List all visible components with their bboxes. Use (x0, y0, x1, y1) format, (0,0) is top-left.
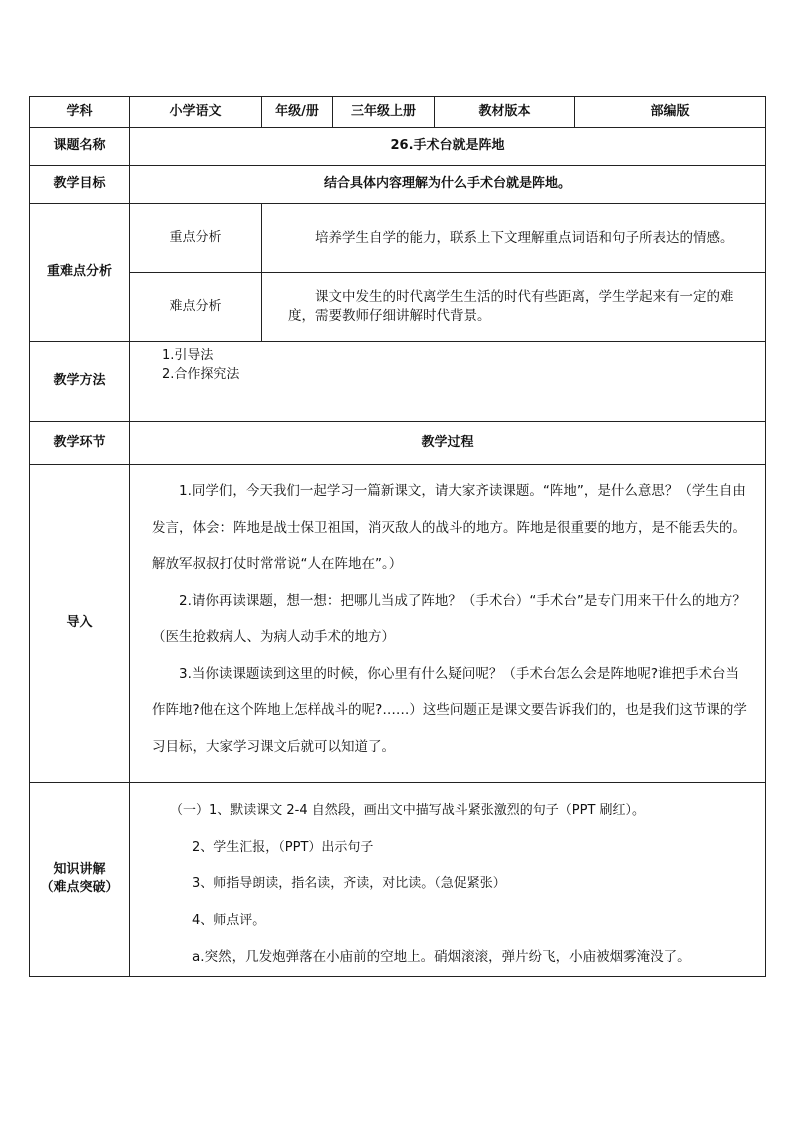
key-point-text: 培养学生自学的能力，联系上下文理解重点词语和句子所表达的情感。 (315, 229, 734, 246)
teaching-method-list (130, 342, 766, 422)
process-header-row (30, 422, 766, 465)
intro-paragraph: 1.同学们，今天我们一起学习一篇新课文，请大家齐读课题。“阵地”，是什么意思？（学生自由发言，体会：阵地是战士保卫祖国，消灭敌人的战斗的地方。阵地是很重要的地方，是不能丢失的。解放军叔叔打仗时常常说“人在阵地在”。） (152, 483, 746, 572)
method-item: 2.合作探究法 (162, 367, 240, 382)
key-point-label: 重点分析 (130, 204, 262, 273)
intro-label: 导入 (30, 465, 130, 783)
teaching-goal-label: 教学目标 (30, 166, 130, 204)
key-point-row (30, 204, 766, 273)
grade-label: 年级/册 (262, 97, 333, 128)
intro-paragraph: 3.当你读课题读到这里的时候，你心里有什么疑问呢？（手术台怎么会是阵地呢?谁把手术台当作阵地?他在这个阵地上怎样战斗的呢?……）这些问题正是课文要告诉我们的，也是我们这节课的学习目标，大家学习课文后就可以知道了。 (152, 665, 747, 755)
teaching-goal-value: 结合具体内容理解为什么手术台就是阵地。 (130, 166, 766, 204)
edition-label: 教材版本 (435, 97, 575, 128)
difficult-point-cell (262, 273, 766, 342)
teaching-method-label: 教学方法 (30, 342, 130, 422)
process-header: 教学过程 (130, 422, 766, 465)
analysis-label: 重难点分析 (30, 204, 130, 342)
intro-row (30, 465, 766, 783)
difficult-point-row (30, 273, 766, 342)
intro-content (130, 465, 766, 783)
knowledge-content (130, 783, 766, 977)
knowledge-line: 2、学生汇报，（PPT）出示句子 (192, 839, 374, 855)
subject-label: 学科 (30, 97, 130, 128)
lesson-title-row (30, 128, 766, 166)
edition-value: 部编版 (575, 97, 766, 128)
intro-paragraph: 2.请你再读课题，想一想：把哪儿当成了阵地？（手术台）“手术台”是专门用来干什么的地方？（医生抢救病人、为病人动手术的地方） (152, 592, 746, 645)
knowledge-line: （一）1、默读课文 2-4 自然段，画出文中描写战斗紧张激烈的句子（PPT 刷红）。 (170, 803, 646, 818)
method-item: 1.引导法 (162, 348, 214, 363)
key-point-cell (262, 204, 766, 273)
teaching-goal-row (30, 166, 766, 204)
knowledge-label-cell (30, 783, 130, 977)
knowledge-line: 4、师点评。 (192, 912, 266, 928)
stage-header: 教学环节 (30, 422, 130, 465)
difficult-point-label: 难点分析 (130, 273, 262, 342)
knowledge-line: 3、师指导朗读，指名读，齐读，对比读。（急促紧张） (192, 876, 506, 891)
subject-value: 小学语文 (130, 97, 262, 128)
lesson-plan-table (29, 96, 766, 977)
lesson-title-value: 26.手术台就是阵地 (130, 128, 766, 166)
lesson-title-label: 课题名称 (30, 128, 130, 166)
difficult-point-text: 课文中发生的时代离学生生活的时代有些距离，学生学起来有一定的难度，需要教师仔细讲解时代背景。 (288, 289, 734, 324)
knowledge-label: 知识讲解 (53, 862, 106, 878)
knowledge-line: a.突然，几发炮弹落在小庙前的空地上。硝烟滚滚，弹片纷飞，小庙被烟雾淹没了。 (192, 949, 691, 965)
grade-value: 三年级上册 (333, 97, 435, 128)
teaching-method-row (30, 342, 766, 422)
knowledge-sublabel: （难点突破） (40, 880, 119, 896)
header-row (30, 97, 766, 128)
knowledge-row (30, 783, 766, 977)
